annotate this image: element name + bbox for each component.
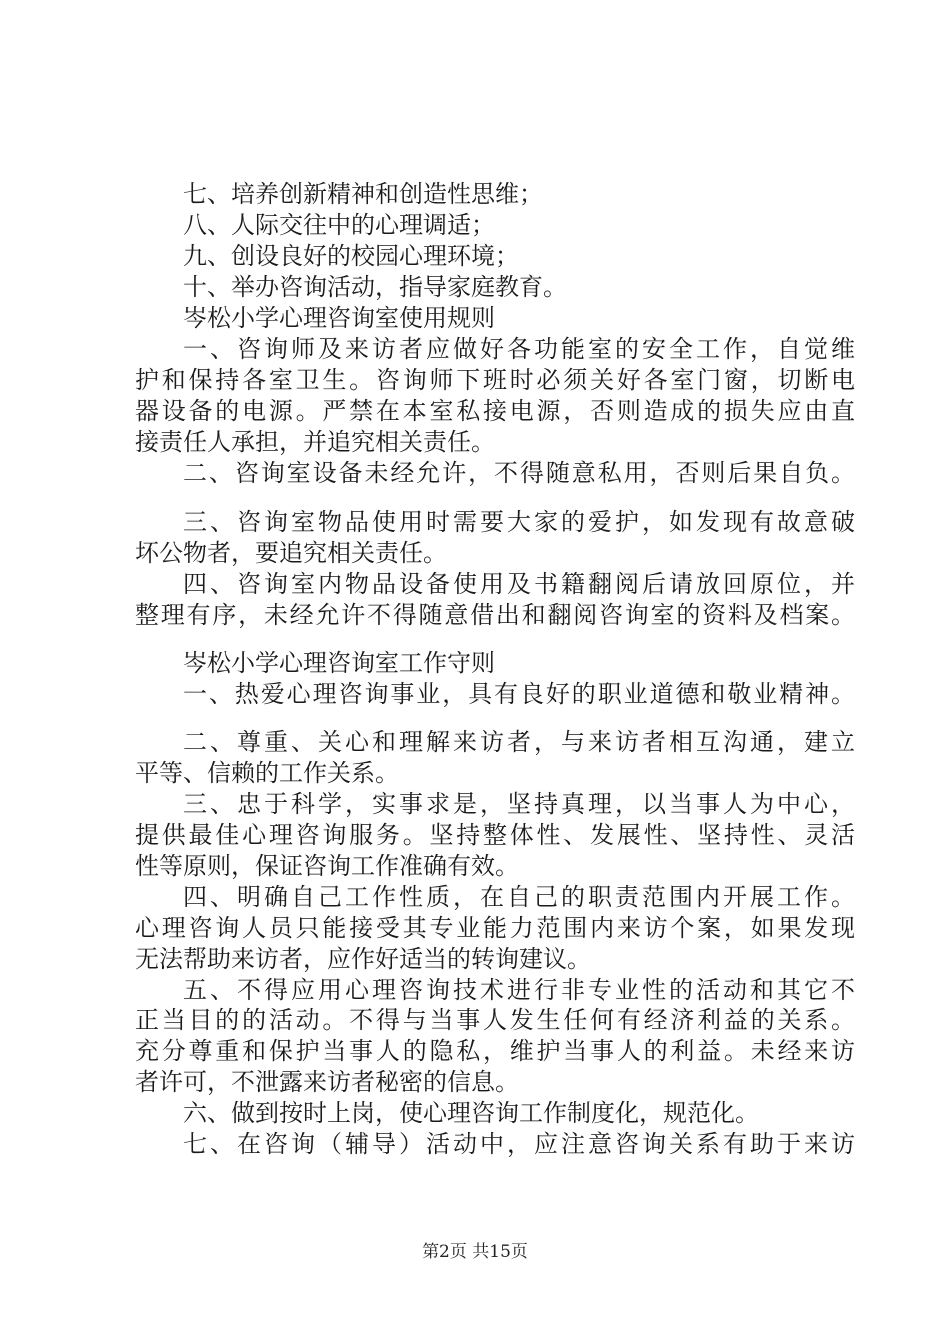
text-line: 六、做到按时上岗，使心理咨询工作制度化，规范化。 (183, 1099, 759, 1127)
section-title: 岑松小学心理咨询室工作守则 (183, 649, 495, 677)
text-line: 者许可，不泄露来访者秘密的信息。 (135, 1068, 519, 1096)
text-line: 四、咨询室内物品设备使用及书籍翻阅后请放回原位，并 (183, 570, 855, 598)
text-line: 接责任人承担，并追究相关责任。 (135, 428, 495, 456)
page-footer: 第2页 共15页 (422, 1242, 528, 1262)
text-line: 八、人际交往中的心理调适； (183, 211, 495, 239)
text-line: 器设备的电源。严禁在本室私接电源，否则造成的损失应由直 (135, 397, 855, 425)
text-line: 平等、信赖的工作关系。 (135, 759, 399, 787)
text-line: 十、举办咨询活动，指导家庭教育。 (183, 273, 567, 301)
text-line: 一、热爱心理咨询事业，具有良好的职业道德和敬业精神。 (183, 680, 855, 708)
text-line: 一、咨询师及来访者应做好各功能室的安全工作，自觉维 (183, 335, 855, 363)
text-line: 无法帮助来访者，应作好适当的转询建议。 (135, 945, 591, 973)
text-line: 三、咨询室物品使用时需要大家的爱护，如发现有故意破 (183, 508, 855, 536)
text-line: 七、在咨询（辅导）活动中，应注意咨询关系有助于来访 (183, 1130, 855, 1158)
text-line: 正当目的的活动。不得与当事人发生任何有经济利益的关系。 (135, 1006, 855, 1034)
text-line: 坏公物者，要追究相关责任。 (135, 539, 447, 567)
text-line: 四、明确自己工作性质，在自己的职责范围内开展工作。 (183, 883, 855, 911)
section-title: 岑松小学心理咨询室使用规则 (183, 304, 495, 332)
text-line: 护和保持各室卫生。咨询师下班时必须关好各室门窗，切断电 (135, 366, 855, 394)
text-line: 二、咨询室设备未经允许，不得随意私用，否则后果自负。 (183, 459, 855, 487)
text-line: 充分尊重和保护当事人的隐私，维护当事人的利益。未经来访 (135, 1037, 855, 1065)
text-line: 七、培养创新精神和创造性思维； (183, 180, 543, 208)
text-line: 性等原则，保证咨询工作准确有效。 (135, 852, 519, 880)
text-line: 五、不得应用心理咨询技术进行非专业性的活动和其它不 (183, 976, 855, 1004)
text-line: 二、尊重、关心和理解来访者，与来访者相互沟通，建立 (183, 728, 855, 756)
text-line: 提供最佳心理咨询服务。坚持整体性、发展性、坚持性、灵活 (135, 821, 855, 849)
text-line: 三、忠于科学，实事求是，坚持真理，以当事人为中心， (183, 790, 855, 818)
text-line: 整理有序，未经允许不得随意借出和翻阅咨询室的资料及档案。 (135, 601, 855, 629)
text-line: 心理咨询人员只能接受其专业能力范围内来访个案，如果发现 (135, 914, 855, 942)
text-line: 九、创设良好的校园心理环境； (183, 242, 519, 270)
